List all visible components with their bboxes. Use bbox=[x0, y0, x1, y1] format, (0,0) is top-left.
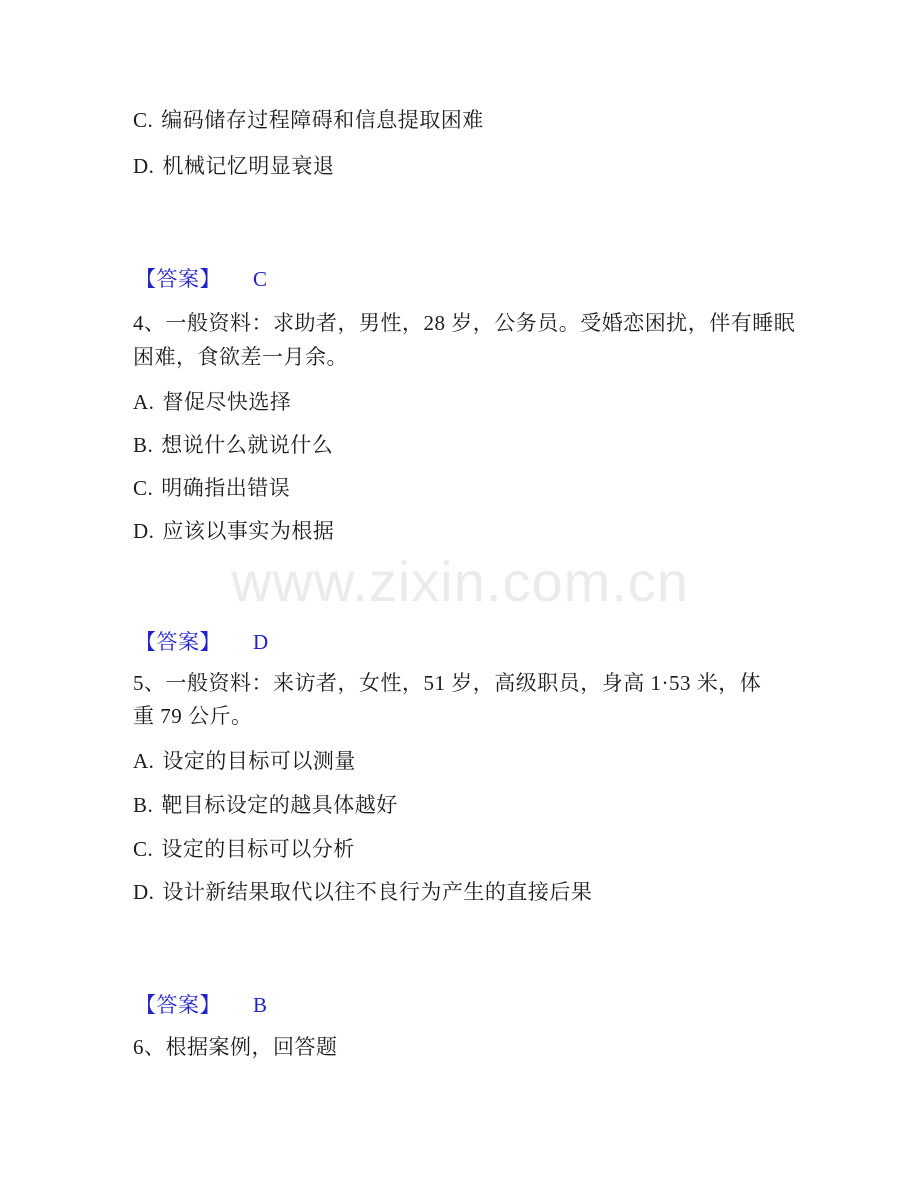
option-text: 靶目标设定的越具体越好 bbox=[161, 793, 398, 817]
answer-letter: D bbox=[253, 630, 269, 654]
answer-prefix: 【答案】 bbox=[135, 993, 221, 1017]
question-5-stem-line-1: 5、一般资料：来访者，女性，51 岁，高级职员，身高 1·53 米，体 bbox=[133, 671, 762, 695]
option-label: A. bbox=[133, 390, 155, 414]
answer-prefix: 【答案】 bbox=[135, 630, 221, 654]
option-row-q4-a bbox=[133, 388, 291, 416]
option-row-q5-a bbox=[133, 747, 356, 775]
answer-row-q4 bbox=[135, 628, 269, 656]
option-text: 应该以事实为根据 bbox=[162, 519, 335, 543]
option-row-q5-c bbox=[133, 835, 355, 863]
option-row-q3-d bbox=[133, 152, 334, 180]
option-label: A. bbox=[133, 749, 155, 773]
watermark: www.zixin.com.cn bbox=[231, 550, 689, 613]
option-text: 编码储存过程障碍和信息提取困难 bbox=[161, 108, 484, 132]
option-text: 设定的目标可以测量 bbox=[162, 749, 356, 773]
answer-prefix: 【答案】 bbox=[135, 267, 221, 291]
option-text: 设计新结果取代以往不良行为产生的直接后果 bbox=[162, 880, 593, 904]
option-row-q4-b bbox=[133, 431, 333, 459]
option-label: C. bbox=[133, 476, 154, 500]
option-label: D. bbox=[133, 880, 155, 904]
question-6-stem-line-1: 6、根据案例，回答题 bbox=[133, 1035, 338, 1059]
answer-letter: B bbox=[253, 993, 268, 1017]
answer-row-q3 bbox=[135, 265, 268, 293]
option-label: C. bbox=[133, 837, 154, 861]
option-label: C. bbox=[133, 108, 154, 132]
option-text: 明确指出错误 bbox=[161, 476, 291, 500]
question-5-stem-line-2: 重 79 公斤。 bbox=[133, 704, 253, 728]
question-4-stem-line-2: 困难，食欲差一月余。 bbox=[133, 345, 348, 369]
option-label: D. bbox=[133, 154, 155, 178]
question-4-stem-line-1: 4、一般资料：求助者，男性，28 岁，公务员。受婚恋困扰，伴有睡眠 bbox=[133, 311, 796, 335]
option-text: 设定的目标可以分析 bbox=[161, 837, 355, 861]
answer-letter: C bbox=[253, 267, 268, 291]
option-row-q5-b bbox=[133, 791, 398, 819]
answer-row-q5 bbox=[135, 991, 268, 1019]
option-text: 想说什么就说什么 bbox=[161, 433, 334, 457]
option-label: B. bbox=[133, 433, 154, 457]
option-row-q4-d bbox=[133, 517, 334, 545]
option-row-q5-d bbox=[133, 878, 592, 906]
option-row-q4-c bbox=[133, 474, 290, 502]
option-label: D. bbox=[133, 519, 155, 543]
option-row-q3-c bbox=[133, 106, 484, 134]
option-label: B. bbox=[133, 793, 154, 817]
option-text: 机械记忆明显衰退 bbox=[162, 154, 335, 178]
option-text: 督促尽快选择 bbox=[162, 390, 292, 414]
